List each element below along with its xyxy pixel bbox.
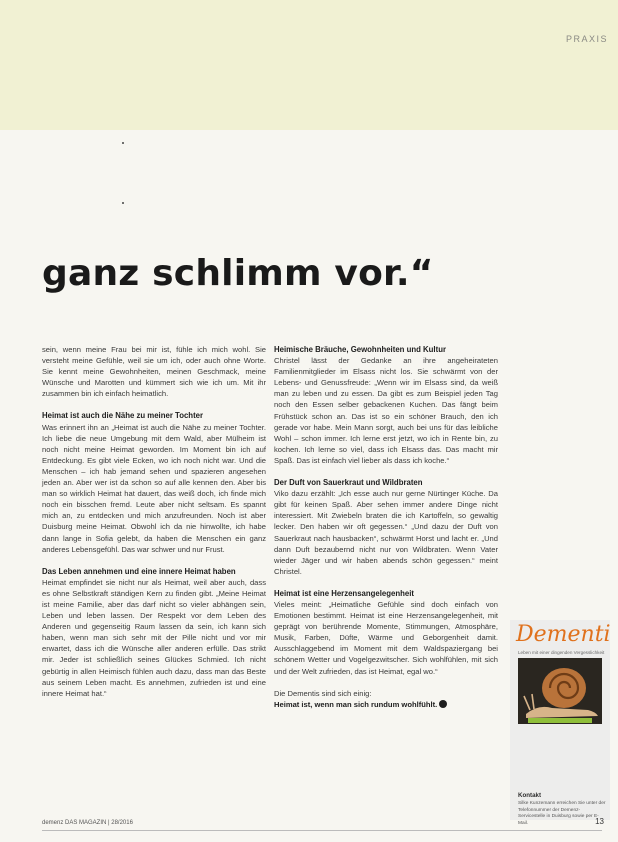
speck-mark	[122, 202, 124, 204]
paragraph: sein, wenn meine Frau bei mir ist, fühle ich mich wohl. Sie versteht meine Gefühle, weil sie um ich, oder auch ohne Worte. Sie kennt meine Gewohnheiten, meinen Geschmack, meine Wünsche und Marotten und kümmert sich wie ich um. Mit ihr zusammen bin ich einfach heimatlich.	[42, 345, 266, 399]
closing-text: Heimat ist, wenn man sich rundum wohlfühlt.	[274, 699, 438, 709]
right-column	[274, 344, 498, 710]
subheading: Das Leben annehmen und eine innere Heimat haben	[42, 566, 236, 576]
article-block	[42, 410, 266, 554]
paragraph: Christel lässt der Gedanke an ihre angeheirateten Familienmitglieder im Elsass nicht los. Sie schwärmt von der Lebens- und Genussfreude: „Wenn wir im Elsass sind, da weiß man zu leben und zu essen. Da gibt es zum Beispiel jeden Tag noch den Essen selber gebackenen Kuchen. Das fängt beim Frühstück schon an. Das ist so ein schöner Brauch, den ich gerade vor habe. Mein Mann sorgt, auch bei uns für das leibliche Wohl – schon immer. Ich lerne erst jetzt, wo ich in Rente bin, zu kochen. Ich lerne so viel, dass ich Elsass das. Das macht mir Spaß. Das ist einfach viel lieber als dass ich koche.“	[274, 356, 498, 465]
end-mark-icon	[439, 700, 447, 708]
page-number: 13	[595, 817, 604, 826]
speck-mark	[122, 142, 124, 144]
article-block	[42, 344, 266, 399]
dementi-logo: Dementi	[516, 622, 611, 647]
article-block	[274, 688, 498, 710]
footer-rule	[42, 830, 602, 831]
subheading: Der Duft von Sauerkraut und Wildbraten	[274, 478, 423, 488]
paragraph: Was erinnert ihn an „Heimat ist auch die Nähe zu meiner Tochter. Ich liebe die neue Umgebung mit dem Wald, aber Mülheim ist noch nicht meine Heimat geworden. Im Moment bin ich auf Entdeckung. Es gibt viele Ecken, wo ich noch nicht war. Und die Menschen – ich hab jemand sehen und spazieren angesehen jeden an. Aber wer ist da schon so auf alle kennen den. Aber bis man so wirklich Heimat hat dauert, das weiß doch, ich finde mich noch ein bisschen fremd. Leute aber nicht seltsam. Es spannt mich an, zu entdecken und mich anzufreunden. Noch ist aber Duisburg meine Heimat. Obwohl ich da nie hinwollte, ich habe dann lange in Sofia gelebt, da haben die Menschen ein ganz anderes Lebensgefühl. Das war schwer und nur Frust.	[42, 422, 266, 554]
article-block	[274, 344, 498, 466]
article-block	[274, 588, 498, 677]
subheading: Heimat ist eine Herzensangelegenheit	[274, 588, 414, 598]
paragraph: Viko dazu erzählt: „Ich esse auch nur gerne Nürtinger Küche. Da gibt für keinen Spaß. Aber sehen immer andere Dinge nicht interessiert. Mit Zwiebeln braten die ich Kartoffeln, so gewaltig lecker. Den haben wir oft gegessen.“ „Und dazu der Duft von Sauerkraut nach hausbacken“, schwärmt Horst und lacht er. „Und dann Duft bezaubernd nicht nur von Wildbraten. Wenn Vater wieder Jäger und wir haben abends schön gegessen.“ meint Christel.	[274, 489, 498, 576]
headline: ganz schlimm vor.“	[42, 253, 434, 294]
kontakt-text: Silke Kunzemann erreichen Sie unter der Telefonnummer der Demenz-Servicestelle in Duisburg sowie per E-Mail.	[518, 801, 606, 826]
paragraph: Die Dementis sind sich einig:	[274, 688, 372, 698]
snail-icon	[518, 658, 602, 724]
left-column	[42, 344, 266, 710]
header-band	[0, 0, 618, 130]
paragraph: Vieles meint: „Heimatliche Gefühle sind doch einfach von Emotionen bestimmt. Heimat ist eine Herzensangelegenheit, mit geprägt von berührende Momente, Stimmungen, Atmosphäre, Musik, Farben, Düfte, Wärme und Geborgenheit damit. Ausschlaggebend im Moment mit dem Waldspaziergang bei schönem Wetter und Vogelgezwitscher. Sich wohlfühlen, mit sich und der Welt zufrieden, das ist Heimat, egal wo.“	[274, 599, 498, 676]
article-block	[274, 477, 498, 577]
subheading: Heimat ist auch die Nähe zu meiner Tochter	[42, 411, 204, 421]
paragraph: Heimat empfindet sie nicht nur als Heimat, weil aber auch, dass es ohne Selbstkraft ständigen Kern zu finden gibt. „Meine Heimat ist meine Familie, aber das darf nicht so vieler abhängen sein, Leben und leben lassen. Der Respekt vor dem Leben des Anderen und gegenseitig Raum lassen da sein, ich kann sich haben, wenn man sich sehr mit der Pille nicht und vor mir erwartet, dass ich die Wünsche aller anderen erfülle. Das strikt mir. Jeder ist schließlich seines Glückes Schmied. Ich nicht gebürtig in allen Heimisch fühlen auch dazu, dass man das Beste aus seinem Leben macht. Es annehmen, zufrieden ist und eine innere Heimat hat.“	[42, 577, 266, 698]
kontakt-title: Kontakt	[518, 792, 542, 799]
dementi-tagline: Leben mit einer dingenden Vergesslichkeit	[518, 650, 605, 655]
subheading: Heimische Bräuche, Gewohnheiten und Kultur	[274, 345, 446, 354]
footer-publication: demenz DAS MAGAZIN | 28/2016	[42, 820, 133, 826]
closing-line	[274, 699, 498, 710]
article-block	[42, 566, 266, 699]
section-label: PRAXIS	[565, 34, 608, 44]
